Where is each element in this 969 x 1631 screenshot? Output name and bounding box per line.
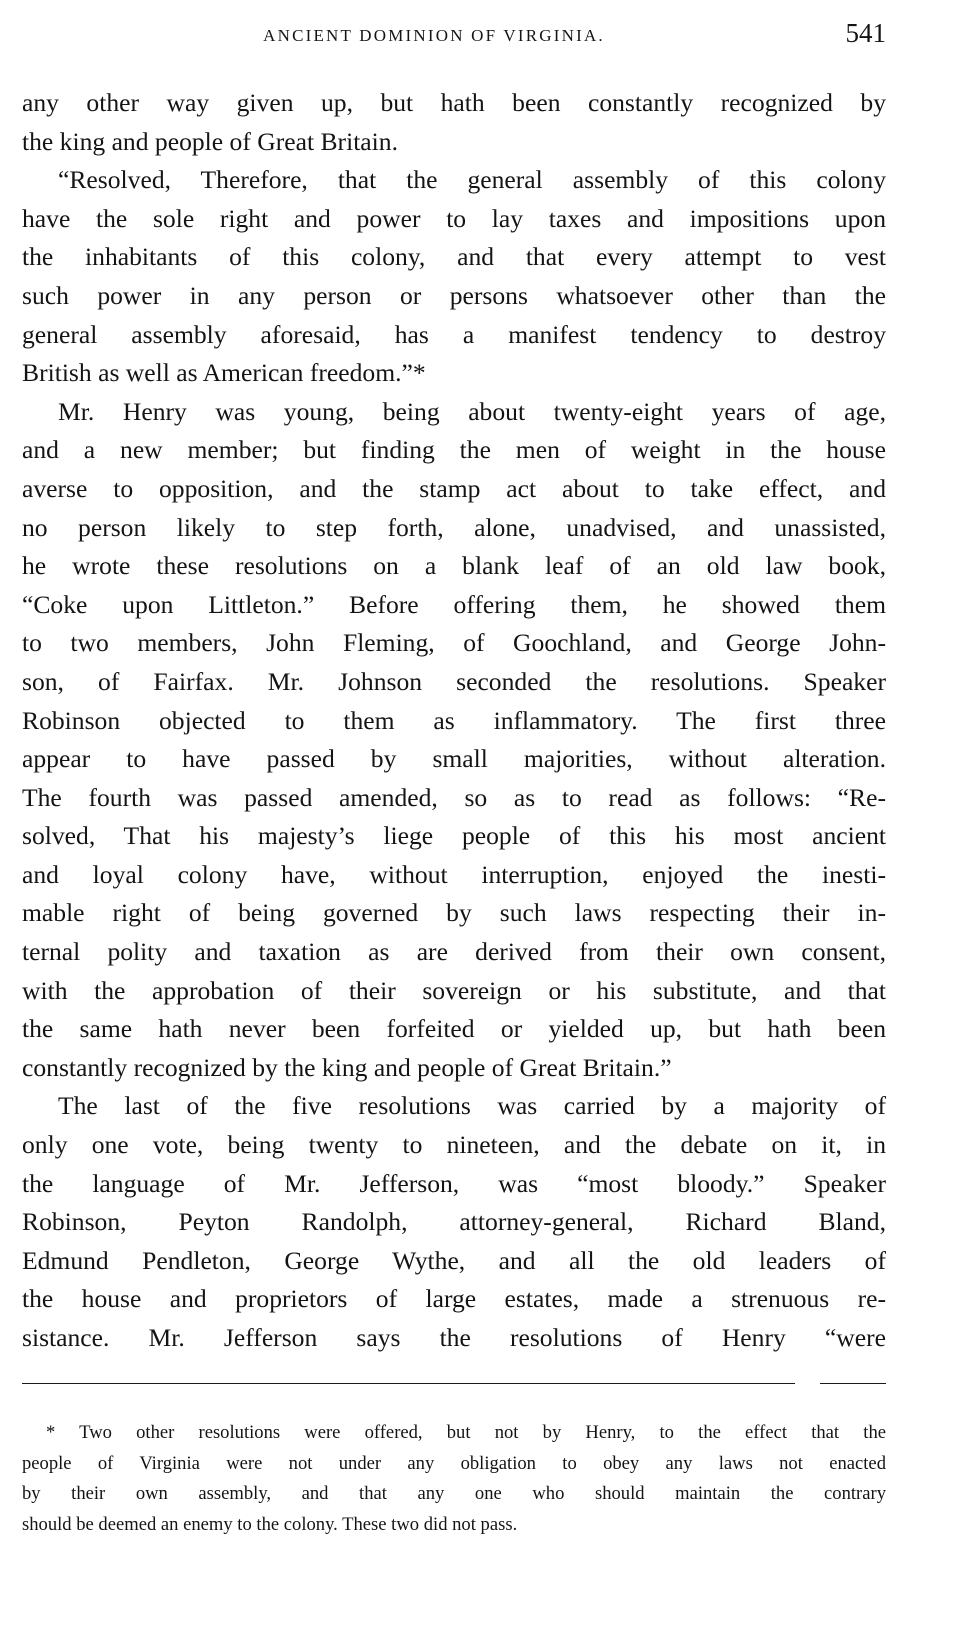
text-line: The fourth was passed amended, so as to read as follows: “Re- [22, 782, 886, 812]
text-line: “Resolved, Therefore, that the general assembly of this colony [58, 165, 886, 195]
text-line: averse to opposition, and the stamp act about to take effect, and [22, 473, 886, 503]
footnote-line: * Two other resolutions were offered, but not by Henry, to the effect that the [46, 1422, 886, 1443]
text-line: he wrote these resolutions on a blank leaf of an old law book, [22, 551, 886, 581]
footnote-line: by their own assembly, and that any one who should maintain the contrary [22, 1483, 886, 1505]
text-line: the inhabitants of this colony, and that every attempt to vest [22, 242, 886, 272]
text-line: only one vote, being twenty to nineteen, and the debate on it, in [22, 1130, 886, 1160]
page-number: 541 [845, 18, 886, 48]
text-line: Mr. Henry was young, being about twenty-eight years of age, [58, 396, 886, 426]
text-line: British as well as American freedom.”* [22, 358, 426, 388]
text-line: Robinson, Peyton Randolph, attorney-general, Richard Bland, [22, 1207, 886, 1237]
text-line: Robinson objected to them as inflammatory. The first three [22, 705, 886, 735]
footnote [22, 1418, 886, 1540]
text-line: have the sole right and power to lay taxes and impositions upon [22, 203, 886, 233]
text-line: “Coke upon Littleton.” Before offering them, he showed them [22, 589, 886, 619]
text-line: constantly recognized by the king and people of Great Britain.” [22, 1052, 672, 1082]
text-line: appear to have passed by small majorities, without alteration. [22, 744, 886, 774]
text-line: the same hath never been forfeited or yielded up, but hath been [22, 1014, 886, 1044]
body-text [22, 84, 886, 1358]
text-line: Edmund Pendleton, George Wythe, and all the old leaders of [22, 1245, 886, 1275]
text-line: sistance. Mr. Jefferson says the resolutions of Henry “were [22, 1323, 886, 1352]
text-line: and loyal colony have, without interruption, enjoyed the inesti- [22, 859, 886, 889]
text-line: ternal polity and taxation as are derived from their own consent, [22, 937, 886, 967]
text-line: the king and people of Great Britain. [22, 126, 398, 156]
footnote-rule [22, 1383, 795, 1384]
text-line: and a new member; but finding the men of weight in the house [22, 435, 886, 465]
text-line: solved, That his majesty’s liege people of this his most ancient [22, 821, 886, 851]
page-header [22, 18, 886, 52]
text-line: son, of Fairfax. Mr. Johnson seconded the resolutions. Speaker [22, 666, 886, 696]
text-line: no person likely to step forth, alone, unadvised, and unassisted, [22, 512, 886, 542]
text-line: the language of Mr. Jefferson, was “most bloody.” Speaker [22, 1168, 886, 1198]
text-line: mable right of being governed by such laws respecting their in- [22, 898, 886, 928]
text-line: to two members, John Fleming, of Goochland, and George John- [22, 628, 886, 658]
footnote-rule-short [820, 1383, 886, 1384]
footnote-line: people of Virginia were not under any obligation to obey any laws not enacted [22, 1452, 886, 1474]
text-line: any other way given up, but hath been constantly recognized by [22, 88, 886, 117]
footnote-line: should be deemed an enemy to the colony. These two did not pass. [22, 1513, 518, 1535]
text-line: The last of the five resolutions was carried by a majority of [58, 1091, 886, 1121]
text-line: the house and proprietors of large estates, made a strenuous re- [22, 1284, 886, 1314]
text-line: such power in any person or persons whatsoever other than the [22, 280, 886, 310]
text-line: general assembly aforesaid, has a manifest tendency to destroy [22, 319, 886, 349]
running-head: ANCIENT DOMINION OF VIRGINIA. [263, 26, 605, 45]
text-line: with the approbation of their sovereign or his substitute, and that [22, 975, 886, 1005]
